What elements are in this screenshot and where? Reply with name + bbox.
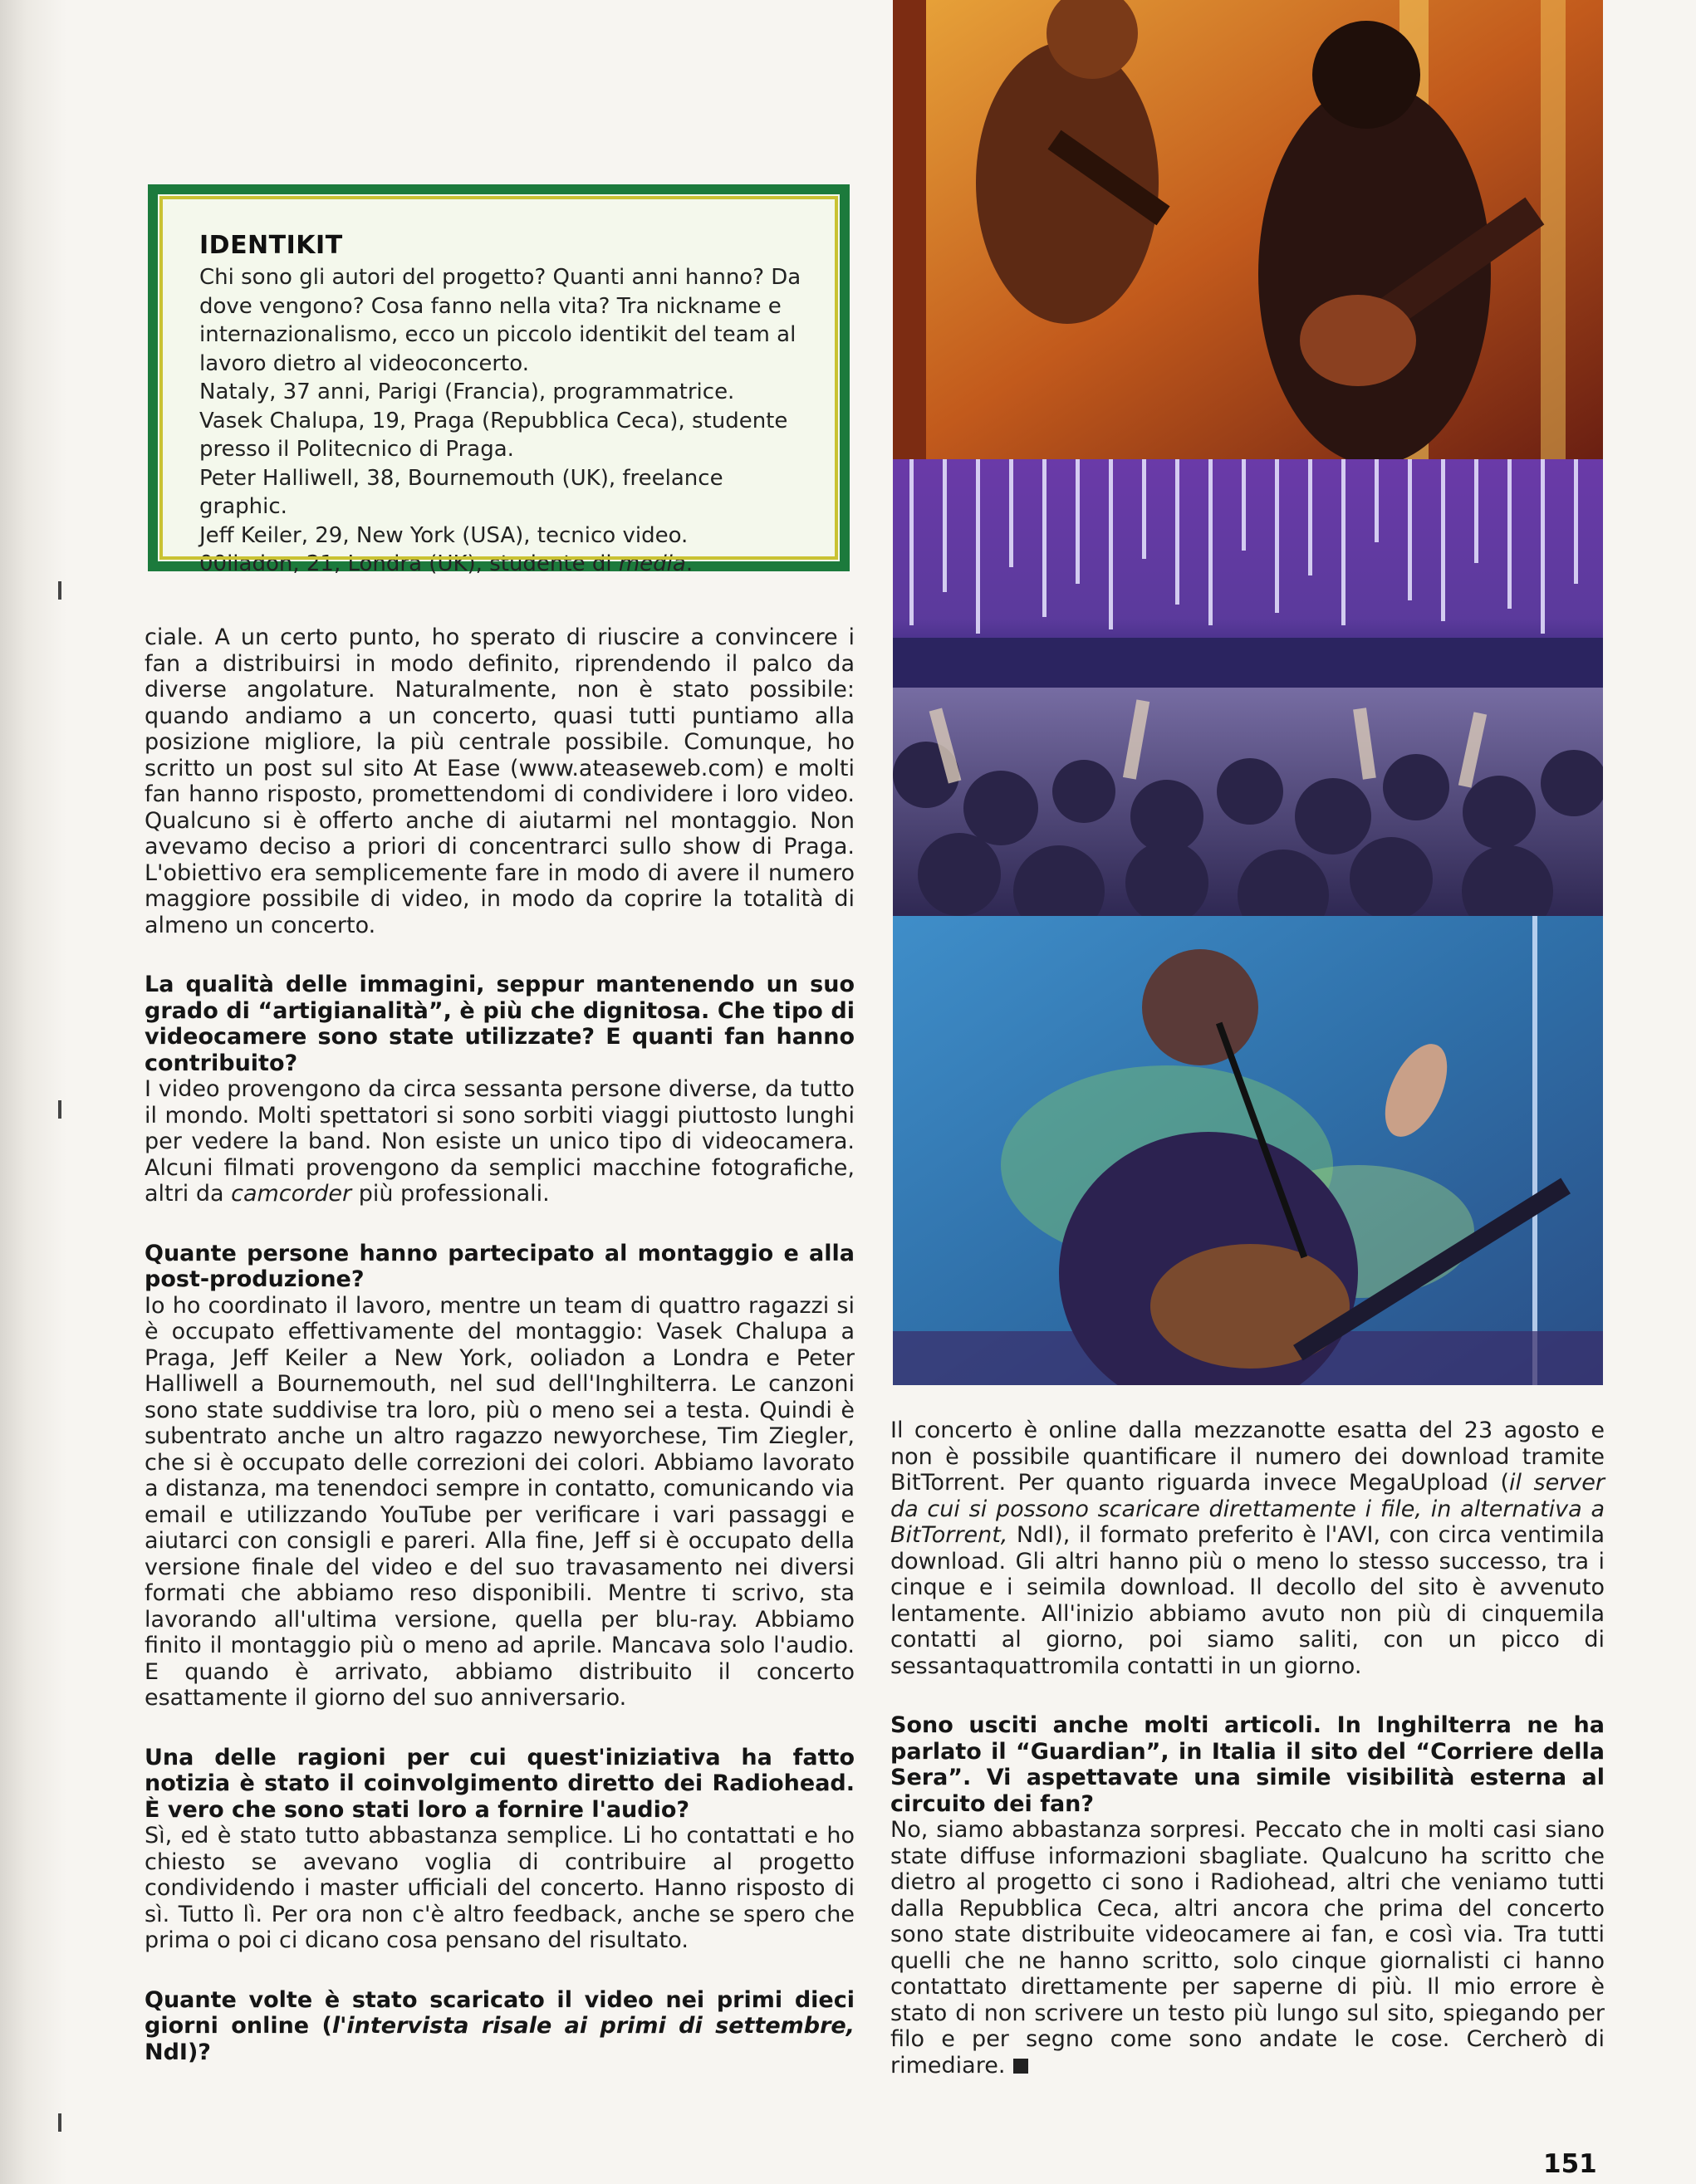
page-number: 151	[1543, 2149, 1597, 2179]
identikit-box	[148, 184, 850, 576]
concert-photo-crowd-graphic	[893, 459, 1603, 916]
member-text: 00liadon, 21, Londra (UK), studente di	[199, 551, 619, 576]
question: Una delle ragioni per cui quest'iniziativa ha fatto notizia è stato il coinvolgimento diretto dei Radiohead. È vero che sono stati loro a fornire l'audio?	[145, 1744, 855, 1823]
right-column	[890, 1418, 1605, 2112]
identikit-title: IDENTIKIT	[199, 231, 343, 260]
left-column	[145, 624, 855, 2065]
qa-block	[890, 1712, 1605, 2079]
member-italic: media	[618, 551, 686, 576]
question	[145, 1987, 855, 2066]
body-paragraph	[890, 1418, 1605, 1679]
concert-photo-singer-graphic	[893, 916, 1603, 1385]
identikit-member: Vasek Chalupa, 19, Praga (Repubblica Ceca), studente presso il Politecnico di Praga.	[199, 408, 788, 462]
end-of-article-mark	[1013, 2059, 1028, 2074]
binding-mark	[58, 581, 61, 600]
concert-photo-crowd	[893, 459, 1603, 916]
answer: Sì, ed è stato tutto abbastanza semplice. Li ho contattati e ho chiesto se avevano voglia di contribuire al progetto condividendo i master ufficiali del concerto. Hanno risposto di sì. Tutto lì. Per ora non c'è altro feedback, anche se spero che prima o poi ci dicano cosa pensano del risultato.	[145, 1823, 855, 1953]
question-text: Quante volte è stato scaricato il video nei primi dieci giorni online (	[145, 1986, 855, 2039]
identikit-intro: Chi sono gli autori del progetto? Quanti anni hanno? Da dove vengono? Cosa fanno nella vita? Tra nickname e internazionalismo, ecco un piccolo identikit del team al lavoro dietro al videoconcerto.	[199, 265, 801, 376]
concert-photo-singer	[893, 916, 1603, 1385]
question: Sono usciti anche molti articoli. In Inghilterra ne ha parlato il “Guardian”, in Italia il sito del “Corriere della Sera”. Vi aspettavate una simile visibilità esterna al circuito dei fan?	[890, 1712, 1605, 1817]
member-suffix: .	[685, 551, 694, 576]
binding-mark	[58, 1100, 61, 1119]
answer-italic: camcorder	[231, 1181, 352, 1207]
answer-text-end: più professionali.	[351, 1181, 550, 1207]
answer: Io ho coordinato il lavoro, mentre un team di quattro ragazzi si è occupato effettivamente del montaggio: Vasek Chalupa a Praga, Jeff Keiler a New York, ooliadon a Londra e Peter Halliwell a Bournemouth, nel sud dell'Inghilterra. Le canzoni sono state suddivise tra loro, più o meno sei a testa. Quindi è subentrato anche un altro ragazzo newyorchese, Tim Ziegler, che si è occupato delle correzioni dei colori. Abbiamo lavorato a distanza, ma tenendoci sempre in contatto, comunicando via email e utilizzando YouTube per verificare i vari passaggi e aiutarci con consigli e pareri. Alla fine, Jeff si è occupato della versione finale del video e del suo travasamento nei diversi formati che abbiamo reso disponibili. Mentre ti scrivo, sta lavorando all'ultima versione, quella per blu-ray. Abbiamo finito il montaggio più o meno ad aprile. Mancava solo l'audio. E quando è arrivato, abbiamo distribuito il concerto esattamente il giorno del suo anniversario.	[145, 1292, 855, 1711]
qa-block	[145, 972, 855, 1207]
qa-block	[145, 1241, 855, 1711]
identikit-member: Nataly, 37 anni, Parigi (Francia), programmatrice.	[199, 380, 735, 404]
paragraph-text-end: NdI), il formato preferito è l'AVI, con circa ventimila download. Gli altri hanno più o meno lo stesso successo, tra i cinque e i seimila download. Il decollo del sito è avvenuto lentamente. All'inizio abbiamo avuto non più di cinquemila contatti al giorno, poi siamo saliti, con un picco di sessantaquattromila contatti in un giorno.	[890, 1522, 1605, 1679]
paragraph-italic: il server da cui si possono scaricare direttamente i file, in alternativa a BitTorrent,	[890, 1470, 1605, 1548]
answer-text: No, siamo abbastanza sorpresi. Peccato che in molti casi siano state diffuse informazioni sbagliate. Qualcuno ha scritto che dietro al progetto ci sono i Radiohead, altri che veniamo tutti dalla Repubblica Ceca, altri ancora che prima del concerto sono state distribuite videocamere ai fan, e così via. Tra tutti quelli che ne hanno scritto, solo cinque giornalisti ci hanno contattato direttamente per saperne di più. Il mio errore è stato di non scrivere un testo più lungo sul sito, spiegando per filo e per segno come sono andate le cose. Cercherò di rimediare.	[890, 1817, 1605, 2079]
question: Quante persone hanno partecipato al montaggio e alla post-produzione?	[145, 1240, 855, 1292]
identikit-member: Peter Halliwell, 38, Bournemouth (UK), freelance graphic.	[199, 465, 723, 519]
answer-text: I video provengono da circa sessanta persone diverse, da tutto il mondo. Molti spettatori si sono sorbiti viaggi piuttosto lunghi per vedere la band. Non esiste un unico tipo di videocamera. Alcuni filmati provengono da semplici macchine fotografiche, altri da	[145, 1076, 855, 1207]
qa-block	[145, 1745, 855, 1954]
question: La qualità delle immagini, seppur mantenendo un suo grado di “artigianalità”, è più che dignitosa. Che tipo di videocamere sono state utilizzate? E quanti fan hanno contribuito?	[145, 972, 855, 1076]
answer	[145, 1076, 855, 1207]
binding-mark	[58, 2113, 61, 2132]
identikit-member	[199, 550, 805, 579]
answer	[890, 1817, 1605, 2079]
concert-photo-guitarists	[893, 0, 1603, 459]
paragraph-text: Il concerto è online dalla mezzanotte esatta del 23 agosto e non è possibile quantificare il numero dei download tramite BitTorrent. Per quanto riguarda invece MegaUpload (	[890, 1418, 1605, 1496]
concert-photo-guitarists-graphic	[893, 0, 1603, 459]
question-text-end: NdI)?	[145, 2039, 211, 2065]
body-paragraph: ciale. A un certo punto, ho sperato di riuscire a convincere i fan a distribuirsi in modo definito, riprendendo il palco da diverse angolature. Naturalmente, non è stato possibile: quando andiamo a un concerto, quasi tutti puntiamo alla posizione migliore, la più centrale possibile. Comunque, ho scritto un post sul sito At Ease (www.ateaseweb.com) e molti fan hanno risposto, promettendomi di condividere i loro video. Qualcuno si è offerto anche di aiutarmi nel montaggio. Non avevamo deciso a priori di concentrarci sullo show di Praga. L'obiettivo era semplicemente fare in modo di avere il numero maggiore possibile di video, in modo da coprire la totalità di almeno un concerto.	[145, 624, 855, 938]
question-italic: l'intervista risale ai primi di settembre,	[331, 2013, 855, 2039]
page-edge-shadow	[0, 0, 66, 2184]
identikit-member: Jeff Keiler, 29, New York (USA), tecnico video.	[199, 522, 689, 548]
